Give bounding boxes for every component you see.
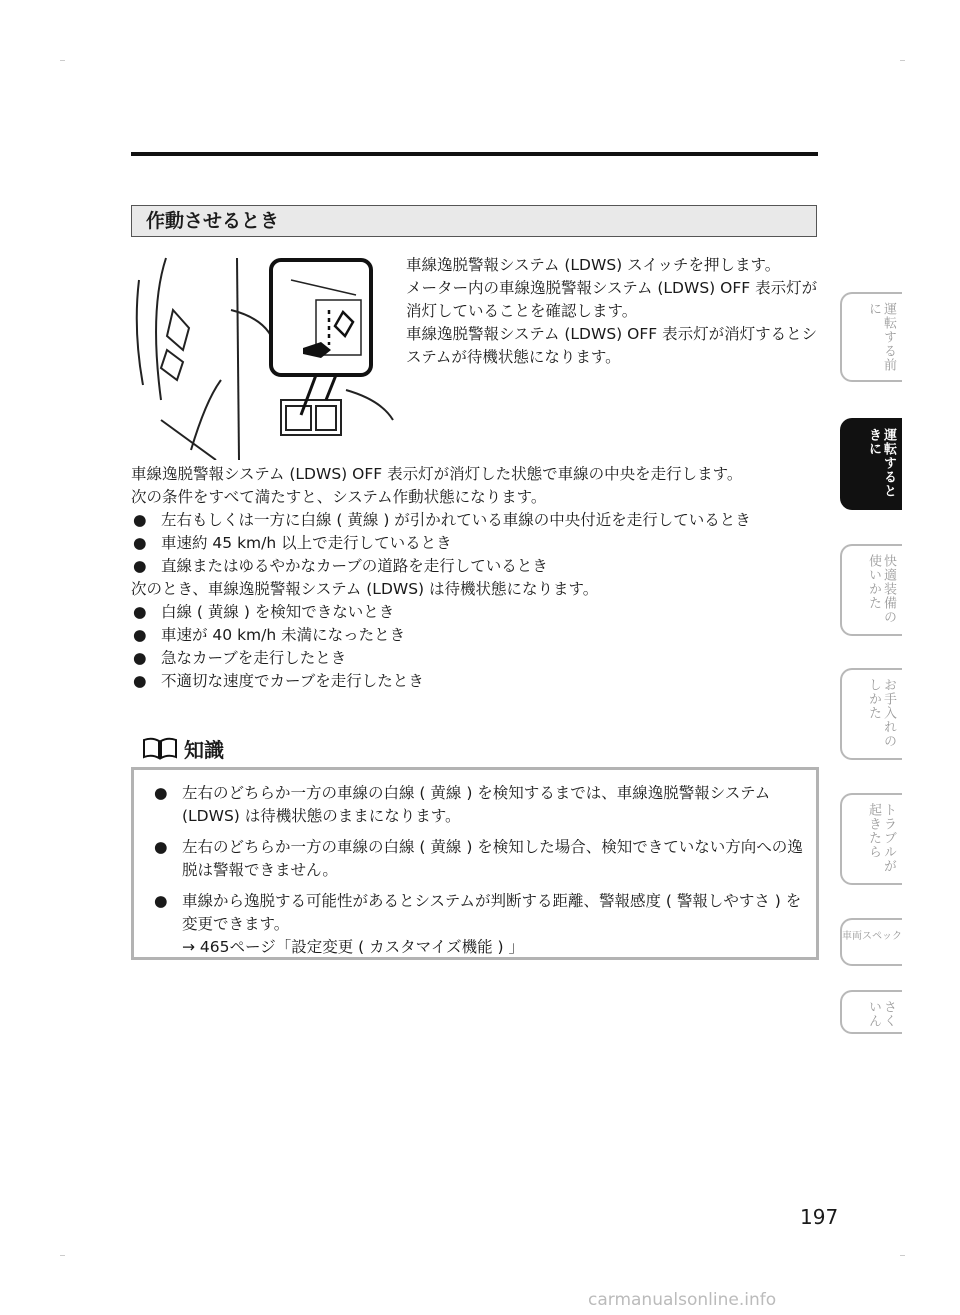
bullet-icon: ● bbox=[133, 534, 147, 552]
tab-specifications[interactable] bbox=[840, 918, 902, 966]
list-item-text: 車速が 40 km/h 未満になったとき bbox=[161, 626, 406, 644]
list-item bbox=[131, 601, 821, 624]
bullet-icon: ● bbox=[133, 672, 147, 690]
intro-line: 車線逸脱警報システム (LDWS) スイッチを押します。 bbox=[406, 256, 781, 274]
paragraph: 次の条件をすべて満たすと、システム作動状態になります。 bbox=[131, 488, 547, 506]
intro-line: 車線逸脱警報システム (LDWS) OFF 表示灯が消灯するとシステムが待機状態になります。 bbox=[406, 325, 818, 366]
bullet-icon: ● bbox=[133, 603, 147, 621]
tab-label: 運転する前に bbox=[866, 302, 896, 372]
tab-label: 車両スペック bbox=[842, 931, 902, 942]
list-item-text: 左右もしくは一方に白線 ( 黄線 ) が引かれている車線の中央付近を走行しているとき bbox=[161, 511, 751, 529]
list-item bbox=[131, 624, 821, 647]
list-item bbox=[131, 532, 821, 555]
ldws-switch-illustration bbox=[131, 250, 396, 460]
tab-while-driving[interactable] bbox=[840, 418, 902, 510]
open-book-icon bbox=[142, 736, 178, 760]
bullet-icon: ● bbox=[133, 626, 147, 644]
crop-mark bbox=[900, 60, 905, 61]
bullet-icon: ● bbox=[133, 511, 147, 529]
tab-label: さくいん bbox=[866, 1000, 896, 1028]
knowledge-item-text: 車線から逸脱する可能性があるとシステムが判断する距離、警報感度 ( 警報しやすさ ) を変更できます。 bbox=[182, 892, 802, 933]
list-item-text: 不適切な速度でカーブを走行したとき bbox=[161, 672, 424, 690]
bullet-icon: ● bbox=[154, 838, 168, 856]
paragraph: 次のとき、車線逸脱警報システム (LDWS) は待機状態になります。 bbox=[131, 580, 599, 598]
crop-mark bbox=[60, 1255, 65, 1256]
watermark: carmanualsonline.info bbox=[588, 1290, 777, 1310]
intro-text bbox=[406, 254, 820, 369]
page-number: 197 bbox=[800, 1205, 839, 1229]
bullet-icon: ● bbox=[133, 649, 147, 667]
bullet-icon: ● bbox=[133, 557, 147, 575]
page-reference-link[interactable]: → 465ページ「設定変更 ( カスタマイズ機能 ) 」 bbox=[182, 938, 525, 956]
paragraph: 車線逸脱警報システム (LDWS) OFF 表示灯が消灯した状態で車線の中央を走行します。 bbox=[131, 465, 743, 483]
intro-line: メーター内の車線逸脱警報システム (LDWS) OFF 表示灯が消灯していることを確認します。 bbox=[406, 279, 818, 320]
list-item-text: 急なカーブを走行したとき bbox=[161, 649, 347, 667]
tab-index[interactable] bbox=[840, 990, 902, 1034]
tab-maintenance[interactable] bbox=[840, 668, 902, 760]
list-item-text: 車速約 45 km/h 以上で走行しているとき bbox=[161, 534, 452, 552]
body-text bbox=[131, 463, 821, 693]
knowledge-item bbox=[152, 890, 812, 959]
tab-label: 快適装備の使いかた bbox=[866, 554, 896, 624]
top-rule bbox=[131, 152, 818, 156]
knowledge-item bbox=[152, 836, 812, 882]
section-heading: 作動させるとき bbox=[131, 205, 817, 237]
knowledge-heading bbox=[142, 734, 224, 762]
list-item bbox=[131, 509, 821, 532]
tab-comfort-features[interactable] bbox=[840, 544, 902, 636]
bullet-icon: ● bbox=[154, 892, 168, 910]
list-item-text: 直線またはゆるやかなカーブの道路を走行しているとき bbox=[161, 557, 548, 575]
crop-mark bbox=[900, 1255, 905, 1256]
tab-label: お手入れのしかた bbox=[866, 678, 896, 748]
knowledge-title: 知識 bbox=[184, 737, 224, 762]
tab-label: トラブルが起きたら bbox=[866, 803, 896, 873]
knowledge-box bbox=[131, 767, 819, 960]
tab-troubleshooting[interactable] bbox=[840, 793, 902, 885]
bullet-icon: ● bbox=[154, 784, 168, 802]
list-item-text: 白線 ( 黄線 ) を検知できないとき bbox=[161, 603, 395, 621]
list-item bbox=[131, 647, 821, 670]
tab-before-driving[interactable] bbox=[840, 292, 902, 382]
tab-label: 運転するときに bbox=[866, 428, 896, 498]
list-item bbox=[131, 555, 821, 578]
knowledge-item-text: 左右のどちらか一方の車線の白線 ( 黄線 ) を検知した場合、検知できていない方向への逸脱は警報できません。 bbox=[182, 838, 803, 879]
knowledge-item-text: 左右のどちらか一方の車線の白線 ( 黄線 ) を検知するまでは、車線逸脱警報システム (LDWS) は待機状態のままになります。 bbox=[182, 784, 771, 825]
knowledge-item bbox=[152, 782, 812, 828]
crop-mark bbox=[60, 60, 65, 61]
list-item bbox=[131, 670, 821, 693]
chapter-index-tabs bbox=[840, 0, 905, 1315]
